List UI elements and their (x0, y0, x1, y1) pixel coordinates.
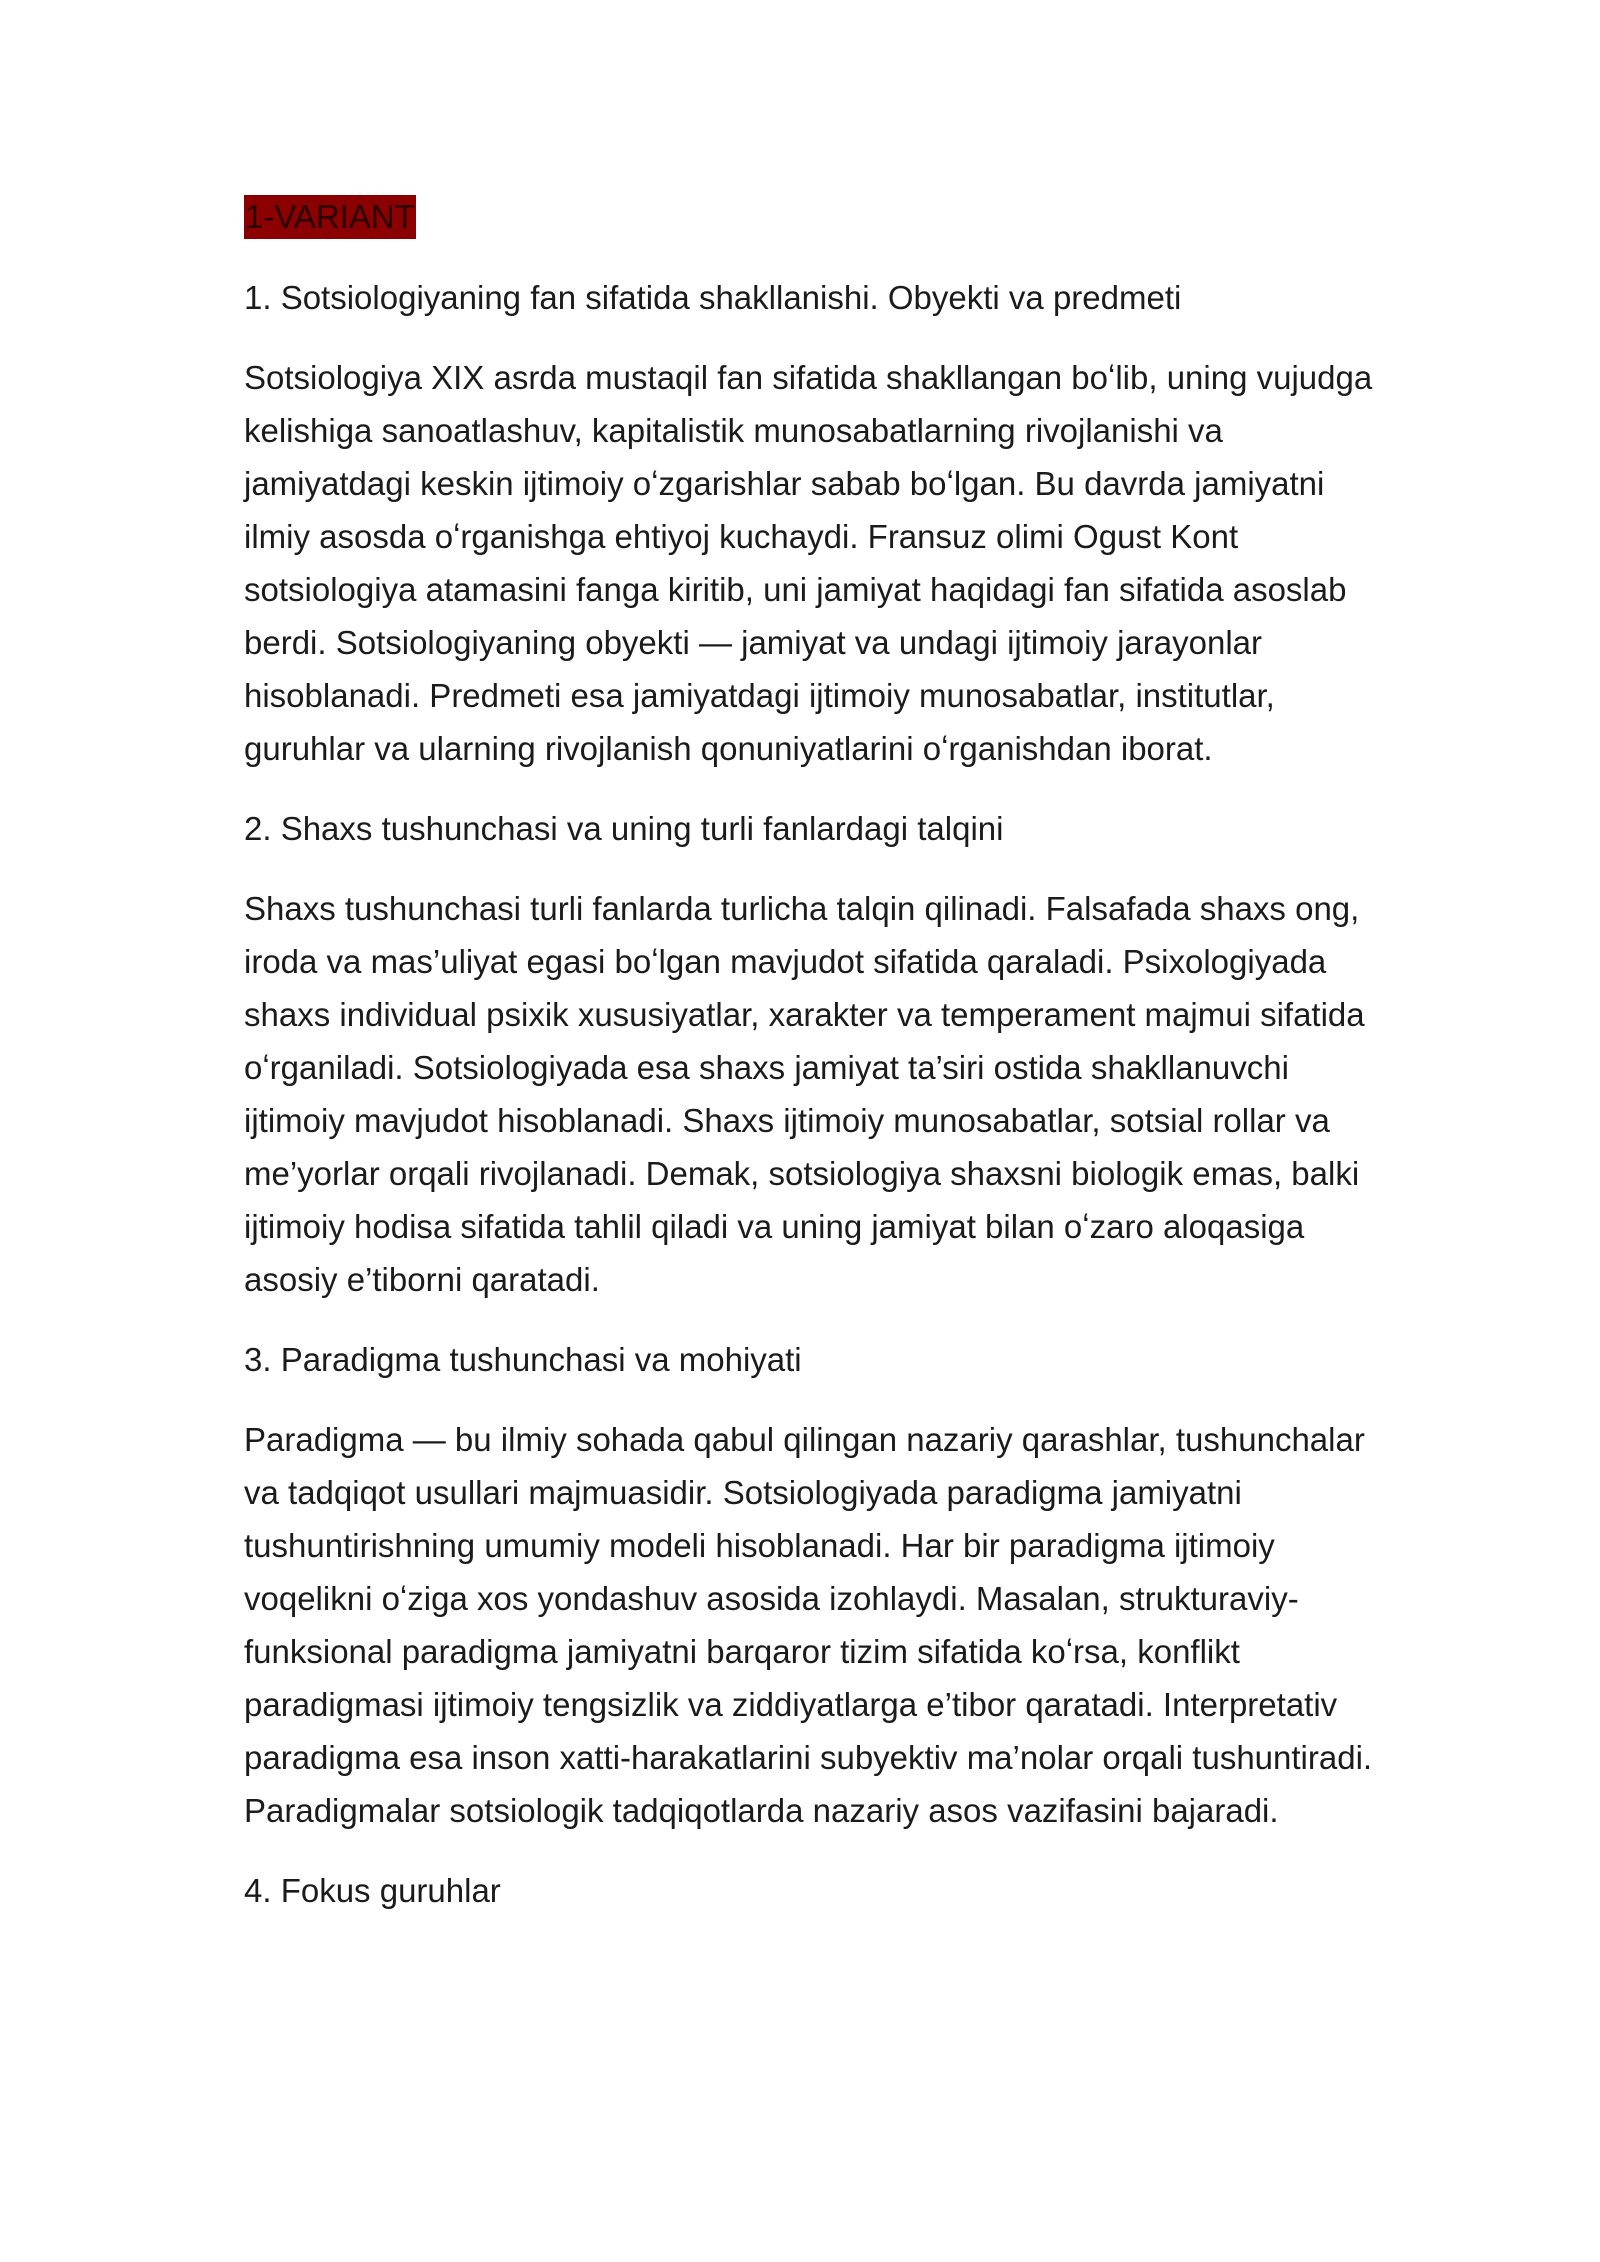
section-heading: 1. Sotsiologiyaning fan sifatida shakllanishi. Obyekti va predmeti (244, 279, 1182, 316)
section-3 (244, 1333, 1384, 1837)
section-heading: 4. Fokus guruhlar (244, 1872, 501, 1909)
document-page (244, 190, 1384, 1944)
section-4 (244, 1864, 1384, 1917)
section-paragraph: Paradigma — bu ilmiy sohada qabul qilingan nazariy qarashlar, tushunchalar va tadqiqot usullari majmuasidir. Sotsiologiyada paradigma jamiyatni tushuntirishning umumiy modeli hisoblanadi. Har bir paradigma ijtimoiy voqelikni oʻziga xos yondashuv asosida izohlaydi. Masalan, strukturaviy-funksional paradigma jamiyatni barqaror tizim sifatida koʻrsa, konflikt paradigmasi ijtimoiy tengsizlik va ziddiyatlarga e’tibor qaratadi. Interpretativ paradigma esa inson xatti-harakatlarini subyektiv ma’nolar orqali tushuntiradi. Paradigmalar sotsiologik tadqiqotlarda nazariy asos vazifasini bajaradi. (244, 1421, 1373, 1829)
section-1 (244, 271, 1384, 775)
variant-label: 1-VARIANT (244, 195, 416, 239)
section-paragraph: Shaxs tushunchasi turli fanlarda turlicha talqin qilinadi. Falsafada shaxs ong, iroda va mas’uliyat egasi boʻlgan mavjudot sifatida qaraladi. Psixologiyada shaxs individual psixik xususiyatlar, xarakter va temperament majmui sifatida oʻrganiladi. Sotsiologiyada esa shaxs jamiyat ta’siri ostida shakllanuvchi ijtimoiy mavjudot hisoblanadi. Shaxs ijtimoiy munosabatlar, sotsial rollar va me’yorlar orqali rivojlanadi. Demak, sotsiologiya shaxsni biologik emas, balki ijtimoiy hodisa sifatida tahlil qiladi va uning jamiyat bilan oʻzaro aloqasiga asosiy e’tiborni qaratadi. (244, 890, 1365, 1298)
section-2 (244, 802, 1384, 1306)
section-heading: 3. Paradigma tushunchasi va mohiyati (244, 1341, 802, 1378)
section-paragraph: Sotsiologiya XIX asrda mustaqil fan sifatida shakllangan boʻlib, uning vujudga kelishiga sanoatlashuv, kapitalistik munosabatlarning rivojlanishi va jamiyatdagi keskin ijtimoiy oʻzgarishlar sabab boʻlgan. Bu davrda jamiyatni ilmiy asosda oʻrganishga ehtiyoj kuchaydi. Fransuz olimi Ogust Kont sotsiologiya atamasini fanga kiritib, uni jamiyat haqidagi fan sifatida asoslab berdi. Sotsiologiyaning obyekti — jamiyat va undagi ijtimoiy jarayonlar hisoblanadi. Predmeti esa jamiyatdagi ijtimoiy munosabatlar, institutlar, guruhlar va ularning rivojlanish qonuniyatlarini oʻrganishdan iborat. (244, 359, 1373, 767)
section-heading: 2. Shaxs tushunchasi va uning turli fanlardagi talqini (244, 810, 1004, 847)
